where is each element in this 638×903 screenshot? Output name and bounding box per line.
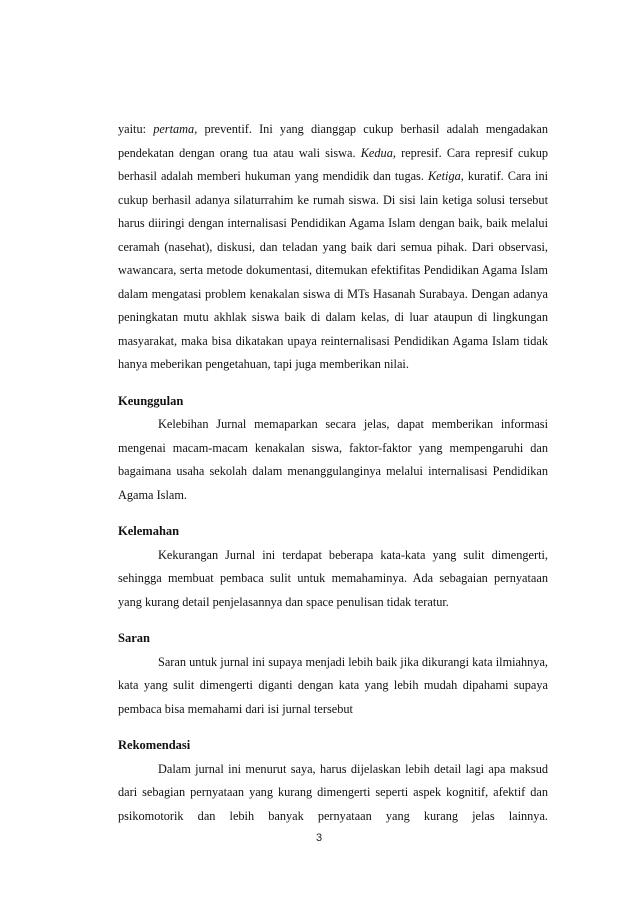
section-body-keunggulan: Kelebihan Jurnal memaparkan secara jelas, dapat memberikan informasi mengenai macam-macam kenakalan siswa, faktor-faktor yang mempengaruhi dan bagaimana usaha sekolah dalam menanggulanginya melalui internalisasi Pendidikan Agama Islam. [118,417,548,502]
section-heading-keunggulan: Keunggulan [118,393,184,408]
intro-segment: , preventif. Ini yang dianggap cukup berhasil adalah mengadakan pendekatan dengan orang tua atau wali siswa. [118,122,548,160]
intro-segment-italic: pertama [153,122,195,136]
page-content [118,118,548,828]
intro-segment-italic: Ketiga [427,169,461,183]
section-heading-saran: Saran [118,631,150,645]
intro-segment: yaitu: [118,122,154,136]
page-number: 3 [315,832,323,844]
intro-segment-italic: Kedua [360,145,393,160]
section-body-saran: Saran untuk jurnal ini supaya menjadi lebih baik jika dikurangi kata ilmiahnya, kata yang sulit dimengerti diganti dengan kata yang lebih mudah dipahami supaya pembaca bisa memahami dari isi jurnal tersebut [118,654,548,716]
intro-paragraph [118,118,548,377]
section-body-kelemahan: Kekurangan Jurnal ini terdapat beberapa kata-kata yang sulit dimengerti, sehingga membuat pembaca sulit untuk memahaminya. Ada sebagaian pernyataan yang kurang detail penjelasannya dan space penulisan tidak teratur. [118,547,548,609]
intro-segment: , represif. Cara represif cukup berhasil adalah memberi hukuman yang mendidik dan tugas. [118,145,549,183]
section-heading-kelemahan: Kelemahan [118,524,180,538]
section-heading-rekomendasi: Rekomendasi [118,738,191,752]
intro-segment: , kuratif. Cara ini cukup berhasil adanya silaturrahim ke rumah siswa. Di sisi lain ketiga solusi tersebut harus diiringi dengan internalisasi Pendidikan Agama Islam dengan baik, baik melalui ceramah (nasehat), diskusi, dan teladan yang baik dari semua pihak. Dari observasi, wawancara, serta metode dokumentasi, ditemukan efektifitas Pendidikan Agama Islam dalam mengatasi problem kenakalan siswa di MTs Hasanah Surabaya. Dengan adanya peningkatan mutu akhlak siswa baik di dalam kelas, di luar ataupun di lingkungan masyarakat, maka bisa dikatakan upaya reinternalisasi Pendidikan Agama Islam tidak hanya meberikan pengetahuan, tapi juga memberikan nilai. [118,169,549,371]
section-body-rekomendasi: Dalam jurnal ini menurut saya, harus dijelaskan lebih detail lagi apa maksud dari sebagian pernyataan yang kurang dimengerti seperti aspek kognitif, afektif dan psikomotorik dan lebih banyak pernyataan yang kurang jelas lainnya. [118,761,548,823]
